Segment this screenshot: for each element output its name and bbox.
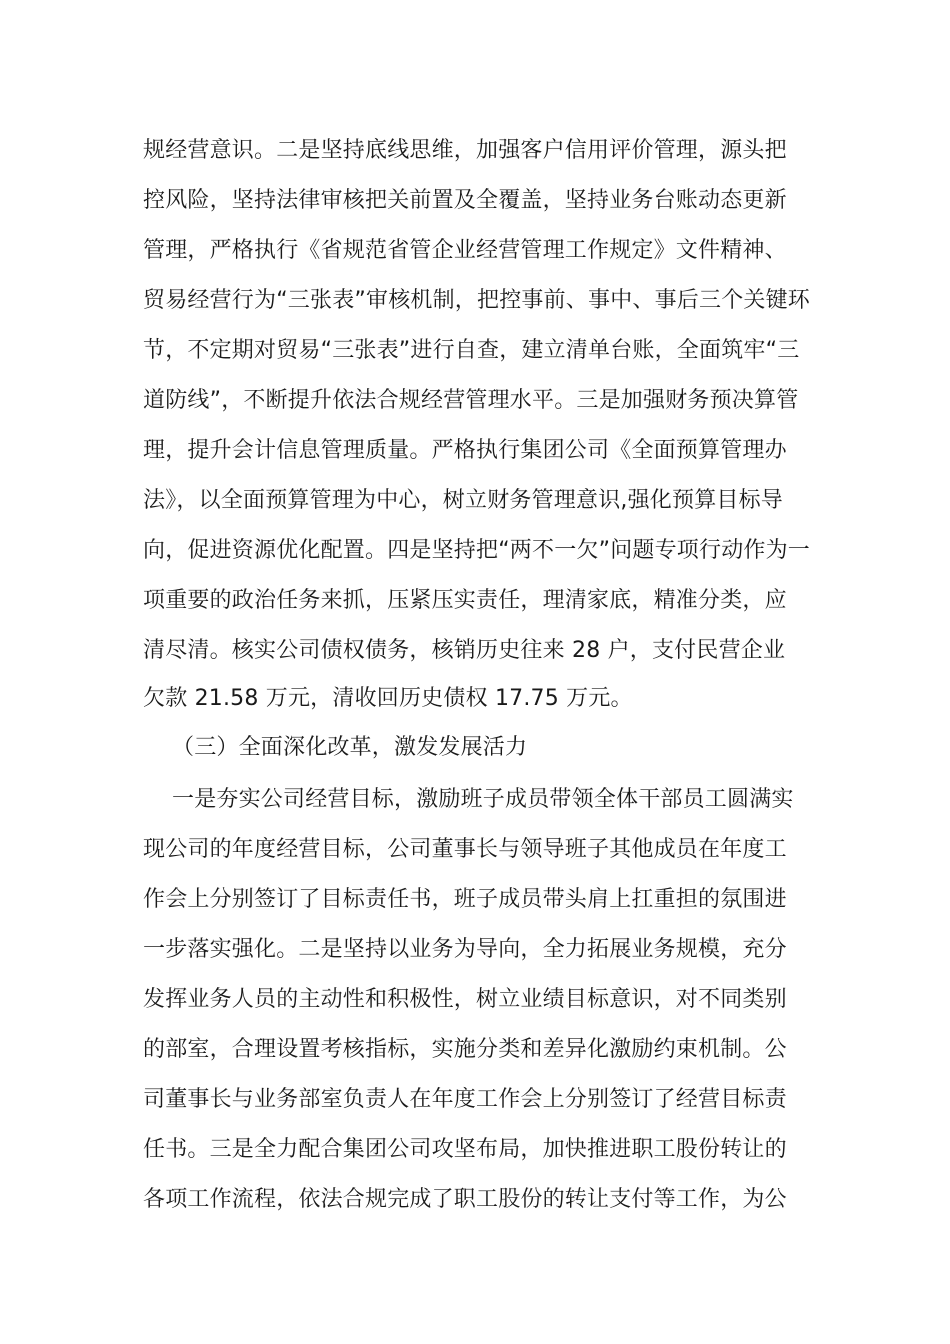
text-line: 作会上分别签订了目标责任书，班子成员带头肩上扛重担的氛围进 xyxy=(143,887,787,912)
text-line: 的部室，合理设置考核指标，实施分类和差异化激励约束机制。公 xyxy=(143,1037,787,1062)
text-line: 各项工作流程，依法合规完成了职工股份的转让支付等工作，为公 xyxy=(143,1187,787,1212)
text-line: 道防线”，不断提升依法合规经营管理水平。三是加强财务预决算管 xyxy=(143,388,799,413)
text-line: 一步落实强化。二是坚持以业务为导向，全力拓展业务规模，充分 xyxy=(143,937,787,962)
text-line: 司董事长与业务部室负责人在年度工作会上分别签订了经营目标责 xyxy=(143,1087,787,1112)
text-line: 管理，严格执行《省规范省管企业经营管理工作规定》文件精神、 xyxy=(143,238,787,263)
text-line: 清尽清。核实公司债权债务，核销历史往来 28 户，支付民营企业 xyxy=(143,638,786,663)
section-heading: （三）全面深化改革，激发发展活力 xyxy=(172,735,528,760)
text-line: 一是夯实公司经营目标，激励班子成员带领全体干部员工圆满实 xyxy=(172,787,794,812)
text-line: 控风险，坚持法律审核把关前置及全覆盖，坚持业务台账动态更新 xyxy=(143,188,787,213)
text-line: 现公司的年度经营目标，公司董事长与领导班子其他成员在年度工 xyxy=(143,837,787,862)
text-line: 贸易经营行为“三张表”审核机制，把控事前、事中、事后三个关键环 xyxy=(143,288,810,313)
text-line: 法》，以全面预算管理为中心，树立财务管理意识,强化预算目标导 xyxy=(143,488,783,513)
text-line: 发挥业务人员的主动性和积极性，树立业绩目标意识，对不同类别 xyxy=(143,987,787,1012)
text-line: 规经营意识。二是坚持底线思维，加强客户信用评价管理，源头把 xyxy=(143,138,787,163)
text-line: 项重要的政治任务来抓，压紧压实责任，理清家底，精准分类，应 xyxy=(143,588,787,613)
text-line: 节，不定期对贸易“三张表”进行自查，建立清单台账，全面筑牢“三 xyxy=(143,338,800,363)
text-line: 理，提升会计信息管理质量。严格执行集团公司《全面预算管理办 xyxy=(143,438,787,463)
text-line: 任书。三是全力配合集团公司攻坚布局，加快推进职工股份转让的 xyxy=(143,1137,787,1162)
text-line: 向，促进资源优化配置。四是坚持把“两不一欠”问题专项行动作为一 xyxy=(143,538,810,563)
text-line: 欠款 21.58 万元，清收回历史债权 17.75 万元。 xyxy=(143,686,633,711)
